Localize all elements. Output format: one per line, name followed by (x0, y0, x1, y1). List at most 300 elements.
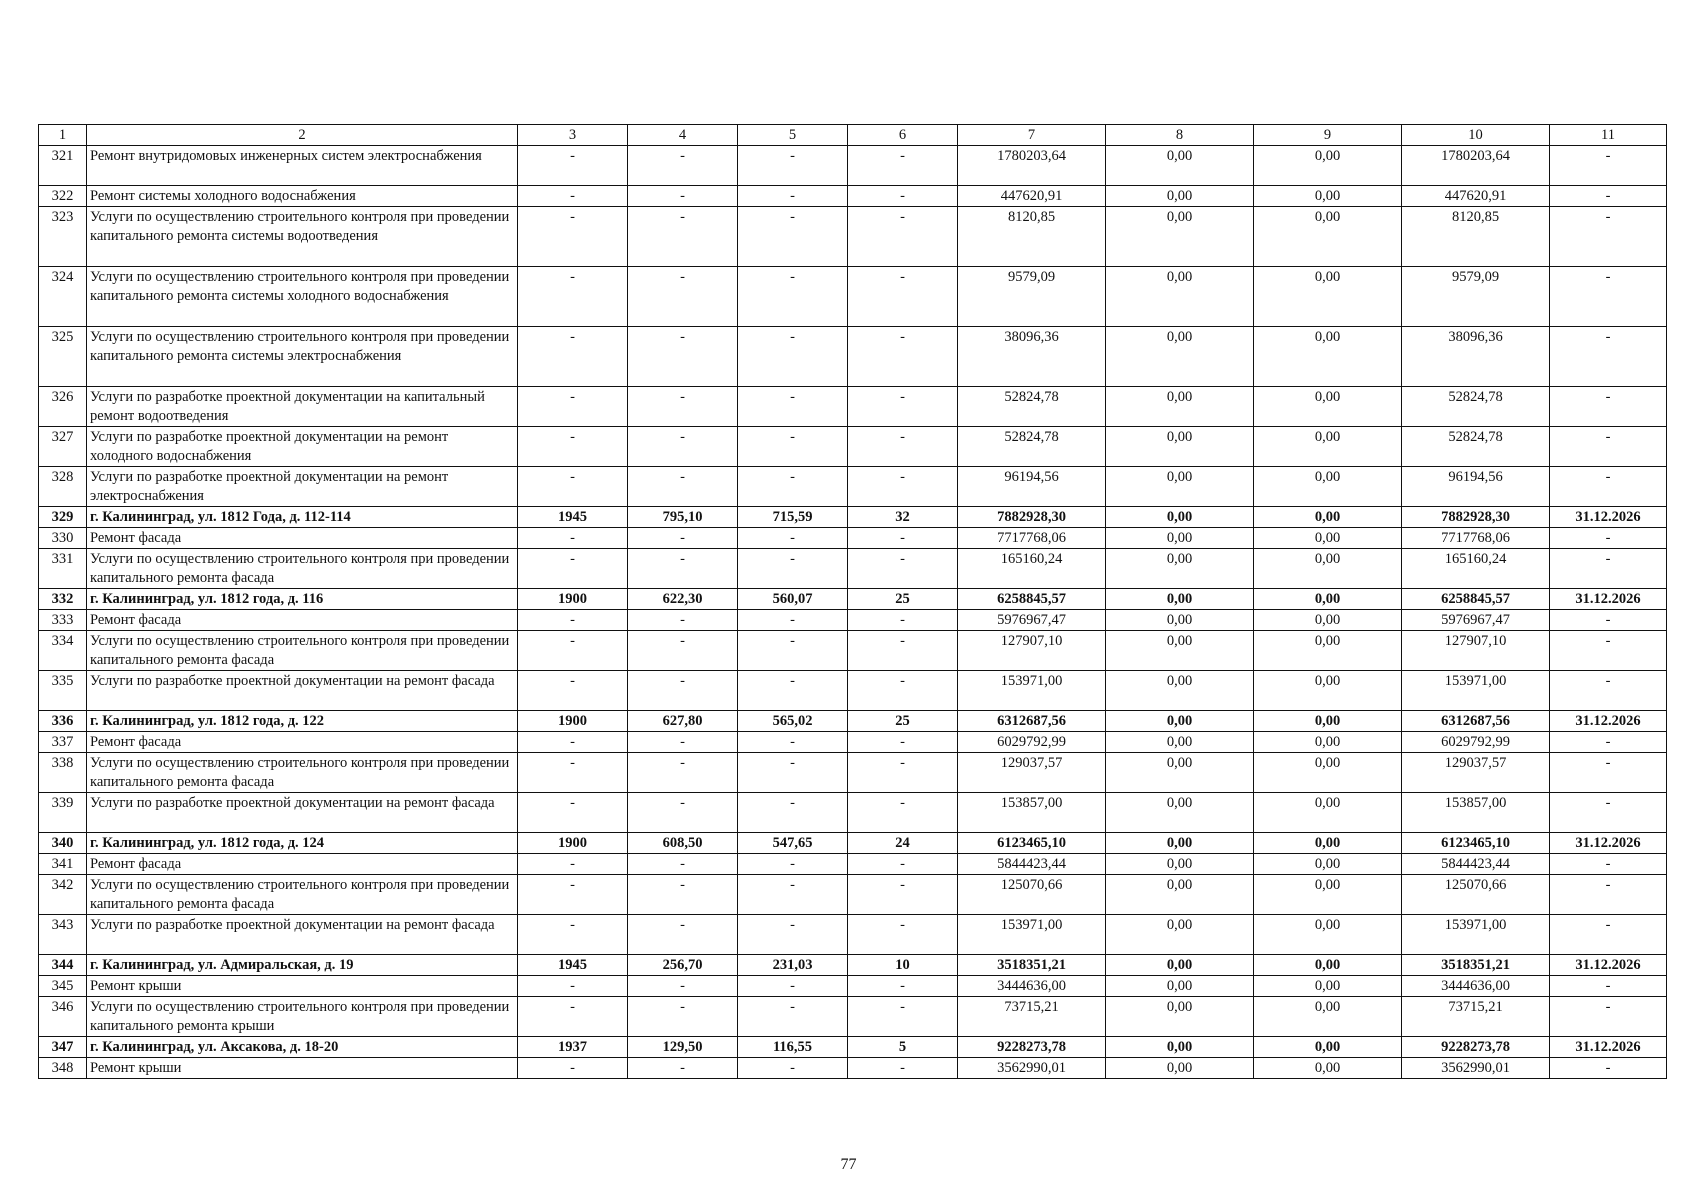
total-cost-value: 5976967,47 (958, 610, 1106, 631)
fund-cost-value: 0,00 (1106, 467, 1254, 507)
owner-funds-value: 73715,21 (1402, 997, 1550, 1037)
row-number: 328 (39, 467, 87, 507)
living-area-value: 547,65 (738, 833, 848, 854)
deadline-value: - (1550, 997, 1667, 1037)
residents-value: - (848, 875, 958, 915)
budget-cost-value: 0,00 (1254, 955, 1402, 976)
budget-cost-value: 0,00 (1254, 207, 1402, 267)
year-value: - (518, 186, 628, 207)
total-cost-value: 153971,00 (958, 671, 1106, 711)
table-row (39, 549, 1667, 589)
deadline-value: - (1550, 1058, 1667, 1079)
budget-cost-value: 0,00 (1254, 610, 1402, 631)
deadline-value: - (1550, 610, 1667, 631)
total-cost-value: 1780203,64 (958, 146, 1106, 186)
fund-cost-value: 0,00 (1106, 427, 1254, 467)
year-value: - (518, 549, 628, 589)
row-number: 331 (39, 549, 87, 589)
year-value: - (518, 631, 628, 671)
table-row (39, 507, 1667, 528)
row-number: 335 (39, 671, 87, 711)
row-number: 348 (39, 1058, 87, 1079)
row-number: 327 (39, 427, 87, 467)
owner-funds-value: 7882928,30 (1402, 507, 1550, 528)
total-cost-value: 127907,10 (958, 631, 1106, 671)
row-number: 324 (39, 267, 87, 327)
residents-value: 25 (848, 589, 958, 610)
total-area-value: - (628, 528, 738, 549)
table-row (39, 146, 1667, 186)
row-description: Ремонт фасада (87, 732, 518, 753)
owner-funds-value: 9579,09 (1402, 267, 1550, 327)
residents-value: 24 (848, 833, 958, 854)
column-header: 7 (958, 125, 1106, 146)
table-row (39, 207, 1667, 267)
residents-value: - (848, 387, 958, 427)
row-description: Услуги по разработке проектной документации на ремонт фасада (87, 793, 518, 833)
total-cost-value: 153971,00 (958, 915, 1106, 955)
year-value: - (518, 671, 628, 711)
column-header: 1 (39, 125, 87, 146)
living-area-value: - (738, 467, 848, 507)
total-area-value: - (628, 549, 738, 589)
owner-funds-value: 1780203,64 (1402, 146, 1550, 186)
living-area-value: - (738, 997, 848, 1037)
year-value: - (518, 327, 628, 387)
year-value: - (518, 427, 628, 467)
fund-cost-value: 0,00 (1106, 267, 1254, 327)
living-area-value: - (738, 631, 848, 671)
fund-cost-value: 0,00 (1106, 207, 1254, 267)
table-row (39, 671, 1667, 711)
total-cost-value: 165160,24 (958, 549, 1106, 589)
deadline-value: 31.12.2026 (1550, 589, 1667, 610)
residents-value: - (848, 1058, 958, 1079)
deadline-value: - (1550, 528, 1667, 549)
column-header: 4 (628, 125, 738, 146)
owner-funds-value: 153971,00 (1402, 671, 1550, 711)
total-area-value: - (628, 793, 738, 833)
year-value: - (518, 528, 628, 549)
year-value: - (518, 267, 628, 327)
total-cost-value: 3562990,01 (958, 1058, 1106, 1079)
row-description: Услуги по осуществлению строительного контроля при проведении капитального ремонта фасада (87, 631, 518, 671)
living-area-value: - (738, 327, 848, 387)
row-number: 338 (39, 753, 87, 793)
table-row (39, 854, 1667, 875)
row-description: г. Калининград, ул. 1812 года, д. 116 (87, 589, 518, 610)
year-value: - (518, 467, 628, 507)
year-value: - (518, 387, 628, 427)
total-cost-value: 9579,09 (958, 267, 1106, 327)
row-description: г. Калининград, ул. 1812 года, д. 122 (87, 711, 518, 732)
owner-funds-value: 165160,24 (1402, 549, 1550, 589)
row-number: 347 (39, 1037, 87, 1058)
deadline-value: - (1550, 732, 1667, 753)
fund-cost-value: 0,00 (1106, 610, 1254, 631)
residents-value: - (848, 549, 958, 589)
row-description: Ремонт фасада (87, 854, 518, 875)
fund-cost-value: 0,00 (1106, 186, 1254, 207)
owner-funds-value: 6258845,57 (1402, 589, 1550, 610)
year-value: - (518, 793, 628, 833)
living-area-value: 560,07 (738, 589, 848, 610)
year-value: - (518, 146, 628, 186)
total-cost-value: 96194,56 (958, 467, 1106, 507)
row-description: Ремонт системы холодного водоснабжения (87, 186, 518, 207)
deadline-value: 31.12.2026 (1550, 955, 1667, 976)
residents-value: - (848, 267, 958, 327)
owner-funds-value: 153857,00 (1402, 793, 1550, 833)
budget-cost-value: 0,00 (1254, 589, 1402, 610)
table-row (39, 955, 1667, 976)
budget-cost-value: 0,00 (1254, 507, 1402, 528)
year-value: - (518, 875, 628, 915)
row-description: Услуги по осуществлению строительного контроля при проведении капитального ремонта системы электроснабжения (87, 327, 518, 387)
table-row (39, 631, 1667, 671)
total-area-value: - (628, 631, 738, 671)
living-area-value: - (738, 267, 848, 327)
row-description: Услуги по разработке проектной документации на ремонт электроснабжения (87, 467, 518, 507)
total-cost-value: 52824,78 (958, 387, 1106, 427)
living-area-value: - (738, 146, 848, 186)
row-description: Услуги по осуществлению строительного контроля при проведении капитального ремонта фасада (87, 753, 518, 793)
column-number-row (39, 125, 1667, 146)
row-number: 321 (39, 146, 87, 186)
living-area-value: - (738, 1058, 848, 1079)
total-area-value: - (628, 997, 738, 1037)
total-cost-value: 7882928,30 (958, 507, 1106, 528)
row-number: 337 (39, 732, 87, 753)
budget-cost-value: 0,00 (1254, 549, 1402, 589)
year-value: - (518, 732, 628, 753)
year-value: 1937 (518, 1037, 628, 1058)
table-row (39, 1037, 1667, 1058)
owner-funds-value: 52824,78 (1402, 427, 1550, 467)
table-row (39, 875, 1667, 915)
total-cost-value: 447620,91 (958, 186, 1106, 207)
table-row (39, 833, 1667, 854)
table-row (39, 753, 1667, 793)
total-area-value: 129,50 (628, 1037, 738, 1058)
budget-cost-value: 0,00 (1254, 976, 1402, 997)
budget-cost-value: 0,00 (1254, 631, 1402, 671)
total-cost-value: 153857,00 (958, 793, 1106, 833)
row-description: Ремонт крыши (87, 976, 518, 997)
total-area-value: - (628, 427, 738, 467)
deadline-value: - (1550, 854, 1667, 875)
fund-cost-value: 0,00 (1106, 549, 1254, 589)
owner-funds-value: 153971,00 (1402, 915, 1550, 955)
owner-funds-value: 96194,56 (1402, 467, 1550, 507)
total-area-value: - (628, 610, 738, 631)
total-cost-value: 5844423,44 (958, 854, 1106, 875)
total-area-value: - (628, 387, 738, 427)
row-number: 346 (39, 997, 87, 1037)
residents-value: 5 (848, 1037, 958, 1058)
total-cost-value: 6258845,57 (958, 589, 1106, 610)
column-header: 6 (848, 125, 958, 146)
residents-value: - (848, 186, 958, 207)
deadline-value: - (1550, 753, 1667, 793)
budget-cost-value: 0,00 (1254, 1037, 1402, 1058)
total-cost-value: 3518351,21 (958, 955, 1106, 976)
row-number: 341 (39, 854, 87, 875)
table-row (39, 387, 1667, 427)
living-area-value: - (738, 753, 848, 793)
total-area-value: - (628, 732, 738, 753)
residents-value: - (848, 631, 958, 671)
year-value: 1900 (518, 833, 628, 854)
owner-funds-value: 3518351,21 (1402, 955, 1550, 976)
budget-cost-value: 0,00 (1254, 387, 1402, 427)
row-number: 339 (39, 793, 87, 833)
row-number: 323 (39, 207, 87, 267)
column-header: 10 (1402, 125, 1550, 146)
row-number: 343 (39, 915, 87, 955)
total-cost-value: 9228273,78 (958, 1037, 1106, 1058)
budget-cost-value: 0,00 (1254, 146, 1402, 186)
row-description: Услуги по осуществлению строительного контроля при проведении капитального ремонта системы холодного водоснабжения (87, 267, 518, 327)
column-header: 5 (738, 125, 848, 146)
row-description: Услуги по осуществлению строительного контроля при проведении капитального ремонта фасада (87, 875, 518, 915)
owner-funds-value: 5844423,44 (1402, 854, 1550, 875)
fund-cost-value: 0,00 (1106, 631, 1254, 671)
row-number: 322 (39, 186, 87, 207)
residents-value: - (848, 753, 958, 793)
total-cost-value: 38096,36 (958, 327, 1106, 387)
year-value: 1900 (518, 589, 628, 610)
table-row (39, 467, 1667, 507)
table-row (39, 427, 1667, 467)
fund-cost-value: 0,00 (1106, 589, 1254, 610)
table-row (39, 732, 1667, 753)
living-area-value: - (738, 549, 848, 589)
living-area-value: - (738, 915, 848, 955)
row-number: 344 (39, 955, 87, 976)
fund-cost-value: 0,00 (1106, 1058, 1254, 1079)
budget-cost-value: 0,00 (1254, 327, 1402, 387)
deadline-value: - (1550, 976, 1667, 997)
total-area-value: 608,50 (628, 833, 738, 854)
total-cost-value: 6029792,99 (958, 732, 1106, 753)
living-area-value: - (738, 976, 848, 997)
deadline-value: - (1550, 207, 1667, 267)
residents-value: - (848, 610, 958, 631)
total-area-value: - (628, 186, 738, 207)
living-area-value: - (738, 793, 848, 833)
budget-cost-value: 0,00 (1254, 711, 1402, 732)
row-description: Услуги по разработке проектной документации на ремонт фасада (87, 915, 518, 955)
column-header: 11 (1550, 125, 1667, 146)
total-area-value: - (628, 671, 738, 711)
row-description: Услуги по разработке проектной документации на капитальный ремонт водоотведения (87, 387, 518, 427)
deadline-value: - (1550, 427, 1667, 467)
living-area-value: 116,55 (738, 1037, 848, 1058)
owner-funds-value: 5976967,47 (1402, 610, 1550, 631)
table-row (39, 711, 1667, 732)
column-header: 2 (87, 125, 518, 146)
total-cost-value: 52824,78 (958, 427, 1106, 467)
deadline-value: - (1550, 549, 1667, 589)
total-area-value: - (628, 467, 738, 507)
budget-cost-value: 0,00 (1254, 915, 1402, 955)
row-number: 325 (39, 327, 87, 387)
fund-cost-value: 0,00 (1106, 854, 1254, 875)
row-description: Ремонт внутридомовых инженерных систем электроснабжения (87, 146, 518, 186)
year-value: 1945 (518, 955, 628, 976)
owner-funds-value: 8120,85 (1402, 207, 1550, 267)
total-cost-value: 125070,66 (958, 875, 1106, 915)
total-cost-value: 6312687,56 (958, 711, 1106, 732)
owner-funds-value: 6123465,10 (1402, 833, 1550, 854)
residents-value: - (848, 671, 958, 711)
living-area-value: - (738, 427, 848, 467)
row-number: 342 (39, 875, 87, 915)
deadline-value: - (1550, 267, 1667, 327)
total-cost-value: 7717768,06 (958, 528, 1106, 549)
row-number: 340 (39, 833, 87, 854)
table-row (39, 267, 1667, 327)
residents-value: - (848, 976, 958, 997)
budget-cost-value: 0,00 (1254, 467, 1402, 507)
table-row (39, 589, 1667, 610)
total-cost-value: 129037,57 (958, 753, 1106, 793)
row-description: Ремонт фасада (87, 528, 518, 549)
total-area-value: - (628, 146, 738, 186)
total-area-value: - (628, 267, 738, 327)
living-area-value: - (738, 671, 848, 711)
deadline-value: - (1550, 793, 1667, 833)
year-value: - (518, 753, 628, 793)
residents-value: - (848, 467, 958, 507)
fund-cost-value: 0,00 (1106, 507, 1254, 528)
table-row (39, 997, 1667, 1037)
table-row (39, 610, 1667, 631)
total-area-value: - (628, 207, 738, 267)
living-area-value: 231,03 (738, 955, 848, 976)
row-description: г. Калининград, ул. 1812 Года, д. 112-114 (87, 507, 518, 528)
table-row (39, 327, 1667, 387)
residents-value: 32 (848, 507, 958, 528)
deadline-value: - (1550, 671, 1667, 711)
budget-cost-value: 0,00 (1254, 793, 1402, 833)
fund-cost-value: 0,00 (1106, 833, 1254, 854)
table-row (39, 976, 1667, 997)
fund-cost-value: 0,00 (1106, 732, 1254, 753)
residents-value: - (848, 528, 958, 549)
row-number: 329 (39, 507, 87, 528)
year-value: - (518, 854, 628, 875)
budget-cost-value: 0,00 (1254, 997, 1402, 1037)
budget-cost-value: 0,00 (1254, 186, 1402, 207)
budget-cost-value: 0,00 (1254, 671, 1402, 711)
fund-cost-value: 0,00 (1106, 753, 1254, 793)
residents-value: - (848, 732, 958, 753)
year-value: - (518, 1058, 628, 1079)
budget-cost-value: 0,00 (1254, 1058, 1402, 1079)
fund-cost-value: 0,00 (1106, 146, 1254, 186)
total-area-value: - (628, 327, 738, 387)
year-value: - (518, 976, 628, 997)
total-area-value: - (628, 875, 738, 915)
living-area-value: - (738, 610, 848, 631)
owner-funds-value: 6312687,56 (1402, 711, 1550, 732)
table-row (39, 793, 1667, 833)
row-description: Ремонт крыши (87, 1058, 518, 1079)
total-area-value: 795,10 (628, 507, 738, 528)
living-area-value: - (738, 732, 848, 753)
fund-cost-value: 0,00 (1106, 671, 1254, 711)
year-value: - (518, 915, 628, 955)
table-body (39, 146, 1667, 1079)
row-description: Услуги по осуществлению строительного контроля при проведении капитального ремонта крыши (87, 997, 518, 1037)
total-area-value: 627,80 (628, 711, 738, 732)
deadline-value: - (1550, 467, 1667, 507)
deadline-value: - (1550, 327, 1667, 387)
budget-cost-value: 0,00 (1254, 854, 1402, 875)
budget-cost-value: 0,00 (1254, 732, 1402, 753)
residents-value: - (848, 146, 958, 186)
total-area-value: 256,70 (628, 955, 738, 976)
owner-funds-value: 9228273,78 (1402, 1037, 1550, 1058)
residents-value: - (848, 427, 958, 467)
row-description: г. Калининград, ул. Адмиральская, д. 19 (87, 955, 518, 976)
budget-cost-value: 0,00 (1254, 833, 1402, 854)
row-description: Услуги по осуществлению строительного контроля при проведении капитального ремонта системы водоотведения (87, 207, 518, 267)
owner-funds-value: 127907,10 (1402, 631, 1550, 671)
owner-funds-value: 6029792,99 (1402, 732, 1550, 753)
budget-cost-value: 0,00 (1254, 753, 1402, 793)
page-number: 77 (840, 1156, 857, 1173)
year-value: - (518, 207, 628, 267)
deadline-value: - (1550, 186, 1667, 207)
budget-cost-value: 0,00 (1254, 875, 1402, 915)
deadline-value: - (1550, 146, 1667, 186)
budget-cost-value: 0,00 (1254, 528, 1402, 549)
fund-cost-value: 0,00 (1106, 711, 1254, 732)
fund-cost-value: 0,00 (1106, 875, 1254, 915)
row-number: 330 (39, 528, 87, 549)
deadline-value: 31.12.2026 (1550, 1037, 1667, 1058)
deadline-value: - (1550, 631, 1667, 671)
residents-value: - (848, 997, 958, 1037)
residents-value: - (848, 207, 958, 267)
living-area-value: 715,59 (738, 507, 848, 528)
fund-cost-value: 0,00 (1106, 976, 1254, 997)
total-area-value: - (628, 854, 738, 875)
budget-cost-value: 0,00 (1254, 427, 1402, 467)
total-cost-value: 6123465,10 (958, 833, 1106, 854)
fund-cost-value: 0,00 (1106, 915, 1254, 955)
table-row (39, 186, 1667, 207)
living-area-value: 565,02 (738, 711, 848, 732)
year-value: - (518, 997, 628, 1037)
deadline-value: - (1550, 387, 1667, 427)
row-description: Ремонт фасада (87, 610, 518, 631)
row-number: 345 (39, 976, 87, 997)
fund-cost-value: 0,00 (1106, 528, 1254, 549)
budget-cost-value: 0,00 (1254, 267, 1402, 327)
owner-funds-value: 38096,36 (1402, 327, 1550, 387)
fund-cost-value: 0,00 (1106, 1037, 1254, 1058)
row-number: 332 (39, 589, 87, 610)
row-number: 326 (39, 387, 87, 427)
total-cost-value: 73715,21 (958, 997, 1106, 1037)
owner-funds-value: 129037,57 (1402, 753, 1550, 793)
owner-funds-value: 3444636,00 (1402, 976, 1550, 997)
deadline-value: 31.12.2026 (1550, 833, 1667, 854)
